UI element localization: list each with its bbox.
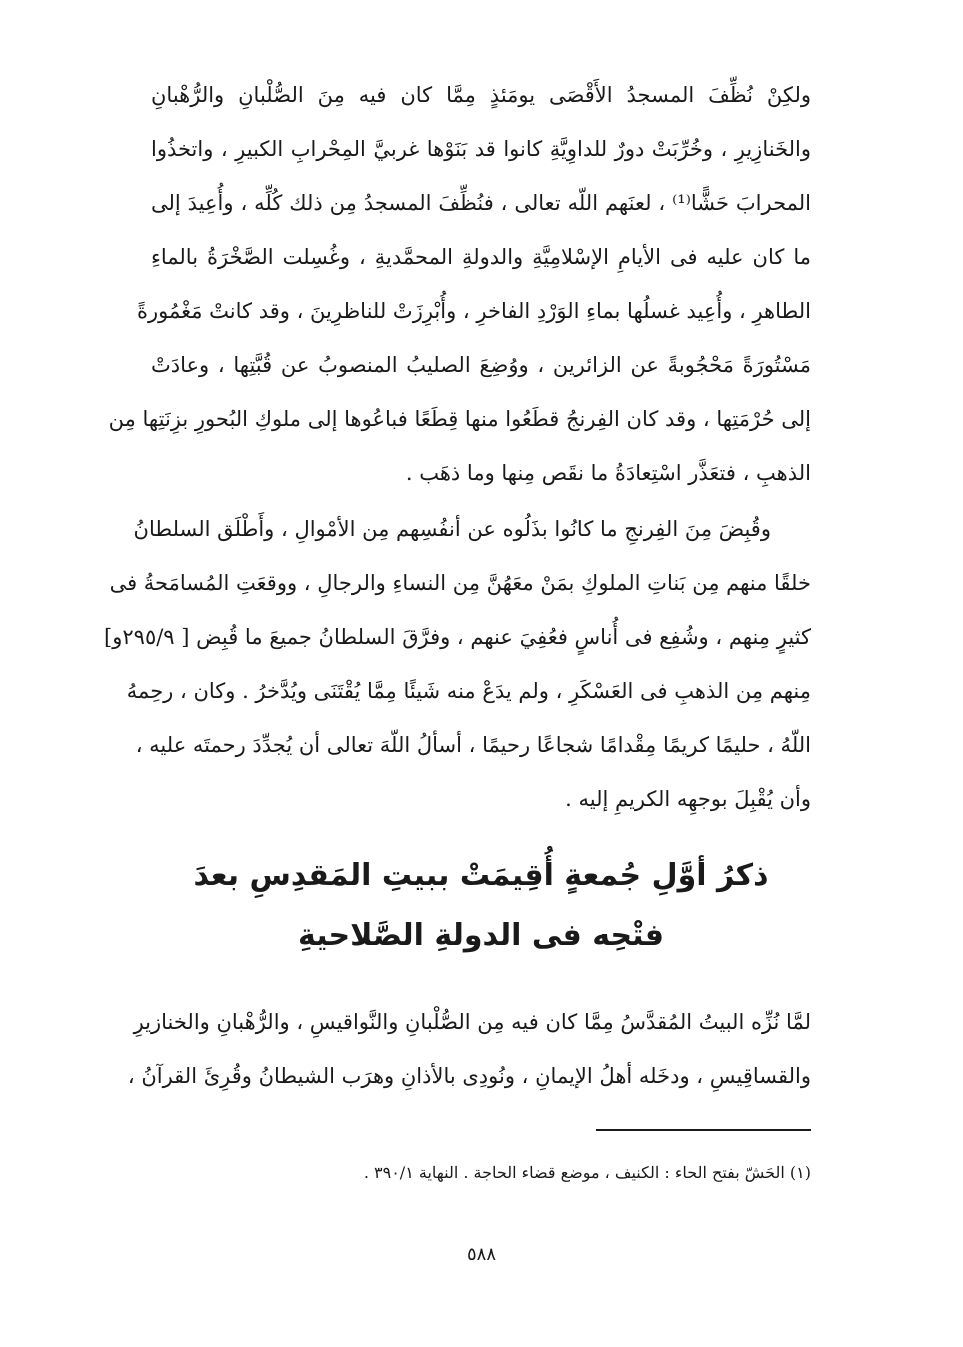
text-line: وقُبِضَ مِنَ الفِرنجِ ما كانُوا بذَلُوه عن أنفُسِهم مِن الأمْوالِ ، وأَطْلَق السلطانُ: [133, 517, 771, 541]
text-line: ولكِنْ نُظِّفَ المسجدُ الأَقْصَى يومَئذٍ مِمَّا كان فيه مِنَ الصُّلْبانِ والرُّهْبانِ: [151, 83, 811, 107]
footnote-separator: [596, 1129, 811, 1131]
section-heading-line-2: فتْحِه فى الدولةِ الصَّلاحيةِ: [298, 918, 664, 953]
paragraph-1: [108, 68, 812, 500]
text-line: المحرابَ حَشًّا⁽¹⁾ ، لعنَهم اللّه تعالى ، فنُظِّفَ المسجدُ مِن ذلك كُلِّه ، وأُعِيدَ إلى: [151, 191, 812, 215]
text-line: والخَنازِيرِ ، وخُرِّبَتْ دورٌ للداوِيَّةِ كانوا قد بَنَوْها غربيَّ المِحْرابِ الكبيرِ ، واتخذُوا: [151, 137, 811, 161]
text-line: والقساقِيسِ ، ودخَله أهلُ الإيمانِ ، ونُودِى بالأذانِ وهرَب الشيطانُ وقُرِئَ القرآنُ ،: [127, 1064, 811, 1088]
text-line: لمَّا نُزِّه البيتُ المُقدَّسُ مِمَّا كان فيه مِن الصُّلْبانِ والنَّواقيسِ ، والرُّهْبانِ والخنازيرِ: [133, 1010, 811, 1034]
page-number: ٥٨٨: [466, 1244, 496, 1265]
footnote: (١) الحَشّ بفتح الحاء : الكنيف ، موضع قضاء الحاجة . النهاية ٣٩٠/١ .: [363, 1163, 811, 1182]
text-line: وأن يُقْبِلَ بوجهِه الكريمِ إليه .: [565, 787, 811, 811]
text-line: مِنهم مِن الذهبِ فى العَسْكَرِ ، ولم يدَعْ منه شَيئًا مِمَّا يُقْتَنَى ويُدَّخرُ . وكان ، رحِمهُ: [126, 679, 811, 703]
paragraph-2: [104, 502, 811, 826]
paragraph-3: [127, 995, 811, 1103]
text-line: خلقًا منهم مِن بَناتِ الملوكِ بمَنْ معَهُنَّ مِن النساءِ والرجالِ ، ووقعَتِ المُسامَحةُ فى: [109, 571, 811, 595]
section-heading-line-1: ذكرُ أوَّلِ جُمعةٍ أُقِيمَتْ ببيتِ المَقدِسِ بعدَ: [193, 858, 769, 893]
text-line: مَسْتُورَةً مَحْجُوبةً عن الزائرين ، ووُضِعَ الصليبُ المنصوبُ عن قُبَّتِها ، وعادَتْ: [151, 353, 811, 377]
text-line: ما كان عليه فى الأيامِ الإسْلامِيَّةِ والدولةِ المحمَّديةِ ، وغُسِلت الصَّخْرَةُ بالماءِ: [151, 245, 811, 269]
text-line: كثيرٍ مِنهم ، وشُفِع فى أُناسٍ فعُفِيَ عنهم ، وفرَّقَ السلطانُ جميعَ ما قُبِض [ ٢٩٥/٩و]: [104, 625, 811, 649]
text-line: الطاهرِ ، وأُعِيد غسلُها بماءِ الوَرْدِ الفاخرِ ، وأُبْرِزَتْ للناظرِينَ ، وقد كانتْ مَغْمُورةً: [136, 299, 811, 323]
text-line: الذهبِ ، فتعَذَّر اسْتِعادَةُ ما نقَص مِنها وما ذهَب .: [405, 461, 811, 485]
text-line: إلى حُرْمَتِها ، وقد كان الفِرنجُ قطَعُوا منها قِطَعًا فباعُوها إلى ملوكِ البُحورِ بزِنَتِها مِن: [108, 407, 811, 431]
text-line: اللّهُ ، حليمًا كريمًا مِقْدامًا شجاعًا رحيمًا ، أسألُ اللّهَ تعالى أن يُجدِّدَ رحمتَه عليه ،: [135, 733, 811, 757]
